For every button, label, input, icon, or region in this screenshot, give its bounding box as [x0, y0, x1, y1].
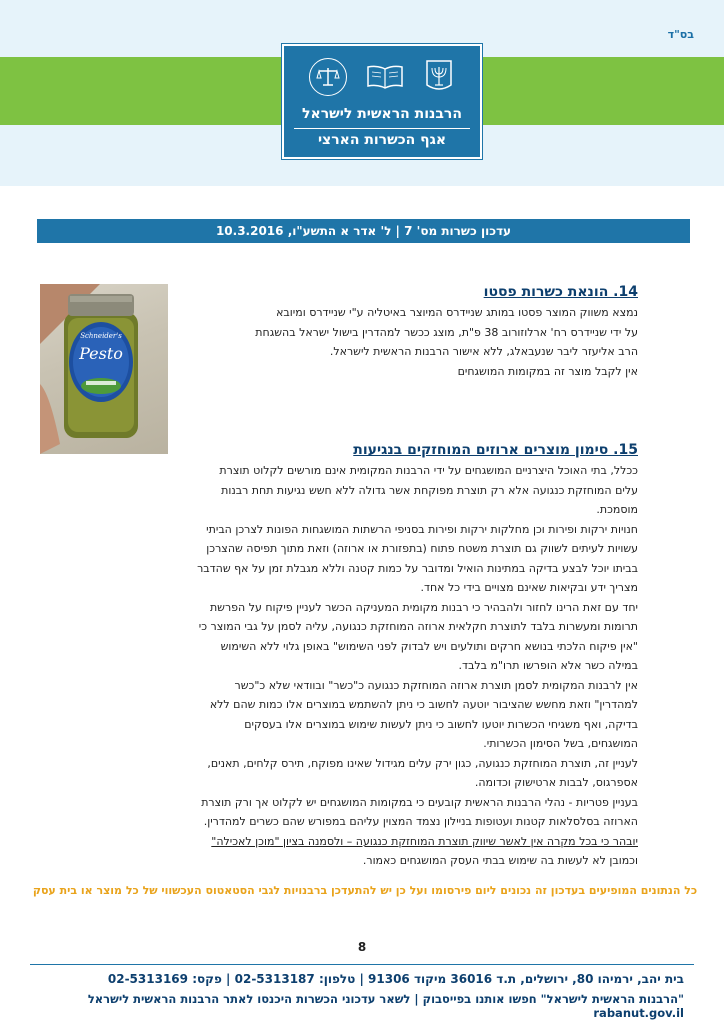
text-line: אספרגוס, לבבות ארטישוק וכדומה. — [474, 776, 638, 789]
text-line: הארוזה בסלסלאות קטנות ועטופות בניילון נצמד המצוין עליהם במפורש שהם כשרים למהדרין. — [203, 815, 638, 828]
section-14-title: 14. הונאת כשרות פסטו — [483, 284, 638, 300]
open-book-icon — [363, 58, 407, 94]
menorah-emblem-icon — [423, 58, 455, 96]
text-line: בדיקה, ואף משגיחי הכשרות יוטעו לחשוב כי ניתן לעשות שימוש במוצרים אלו בעסקים — [244, 717, 638, 731]
text-line: על ידי שניידרס רח' ארלוזורוב 38 פ"ת, מוצג ככשר למהדרין בישול ישראל בהשגחת — [255, 325, 638, 339]
section-15-title: 15. סימון מוצרים ארוזים המוחזקים בנגיעות — [353, 442, 638, 458]
footer-address: בית יהב, ירמיהו 80, ירושלים, ת.ד 36016 מיקוד 91306 | טלפון: 02-5313187 | פקס: 02-5313169 — [107, 972, 684, 986]
text-line: נמצא משווק המוצר פסטו במותג שניידרס המיוצר באיטליה ע"י שניידרס ומיובא — [276, 306, 638, 319]
product-name: Pesto — [79, 344, 123, 363]
section-15-text — [78, 461, 638, 871]
text-line: יחד עם זאת הרינו לחזור ולהבהיר כי רבנות מקומית המעניקה הכשר לעניין פיקוח על הפרשת — [209, 600, 638, 614]
text-line: מצריך ידע ובקיאות שאינם מצויים בידי כל אחד. — [420, 581, 638, 594]
org-name: הרבנות הראשית לישראל — [302, 106, 462, 122]
text-line: למהדרין" וזאת מחשש שהציבור יוטעה לחשוב כי ניתן להשתמש במוצרים אלו כמות שהם ללא — [209, 698, 638, 711]
footer-divider — [30, 964, 694, 965]
text-line: חנויות ירקות ופירות וכן מחלקות ירקות ופירות בסניפי הרשתות המושגחות הפונות לצרכן הביתי — [206, 522, 638, 536]
text-line: המושגחים, בשל הסימון הכשרותי. — [483, 737, 638, 750]
text-line: מוסמכת. — [596, 503, 638, 516]
text-line: אין לרבנות המקומית לסמן תוצרת ארוזה המוחזקת כנגועה כ"כשר" ובוודאי שלא כ"כשר — [234, 678, 638, 692]
scales-emblem-icon — [309, 58, 347, 96]
text-line: אין לקבל מוצר זה במקומות המושגחים — [457, 364, 638, 378]
text-line: הרב אליעזר ליבר שנעבאלג, ללא אישור הרבנות הראשית לישראל. — [329, 345, 638, 358]
update-title-bar: עדכון כשרות מס' 7 | ל' אדר א התשע"ו, 10.3.2016 — [37, 219, 690, 243]
product-brand: Schneider's — [80, 332, 122, 340]
footer-social: "הרבנות הראשית לישראל" חפשו אותנו בפייסבוק | לשאר עדכוני הכשרות היכנסו לאתר הרבנות הראשית לישראל rabanut.gov.il — [87, 992, 684, 1020]
pesto-product-photo — [40, 284, 168, 454]
text-line: וכמובן לא לעשות בה שימוש בבתי העסק המושגחים כאמור. — [362, 854, 638, 867]
text-line: עשויות לעיתים לשווק גם תוצרת משטח פתוח (בתפזורת או ארוזה) וזאת מתוך תפיסה שהצרכן — [206, 542, 638, 555]
section-14-text — [178, 303, 638, 381]
text-line: "אין פיקוח הלכתי בנושא חרקים ותולעים ויש לבדוק לפני השימוש" באופן גלוי ללא השימוש — [220, 639, 638, 653]
text-line: במילה כשר אלא הופרשו תרו"מ בלבד. — [458, 659, 638, 672]
dept-name: אגף הכשרות הארצי — [294, 128, 470, 152]
text-line-underlined: יובהר כי בכל מקרה אין לאשר שיווק תוצרת המוחזקת כנגועה – ולסמנה בציון "מוכן לאכילה" — [211, 834, 638, 848]
logo-icons — [284, 58, 480, 98]
rabbinate-logo — [282, 44, 482, 159]
text-line: בעניין פטריות - נהלי הרבנות הראשית קובעים כי במקומות המושגחים יש לקלוט אך ורק תוצרת — [201, 795, 638, 809]
page-number: 8 — [357, 940, 367, 954]
text-line: בביתו יוכל לבצע בדיקה במתינות הואיל ומדובר על כמות קטנה וללא מגבלת זמן על אף שהדבר — [197, 561, 638, 575]
text-line: לעניין זה, תוצרת המוחזקת כנגועה, כגון ירק עלים מגידול שאינו מפוקח, תירס קלחים, תאנים, — [207, 756, 638, 770]
bsd-mark: בס"ד — [667, 28, 694, 41]
text-line: ככלל, בתי האוכל היצרניים המושגחים על ידי הרבנות המקומית אינם מורשים לקלוט תוצרת — [219, 464, 638, 477]
disclaimer-notice: כל הנתונים המופיעים בעדכון זה נכונים ליום פירסומו ועל כן יש להתעדכן ברבנויות לגבי הסטאטוס העכשווי של כל מוצר או בית עסק — [32, 884, 698, 897]
text-line: תרומות ומעשרות בלבד לתוצרת חקלאית ארוזה המוחזקת כנגועה, עליה לסמן על גבי המוצר כי — [198, 620, 638, 633]
text-line: עלים המוחזקת כנגועה אלא רק תוצרת מפוקחת אשר גדולה ללא חשש נגיעות תחת רבנות — [221, 483, 638, 497]
